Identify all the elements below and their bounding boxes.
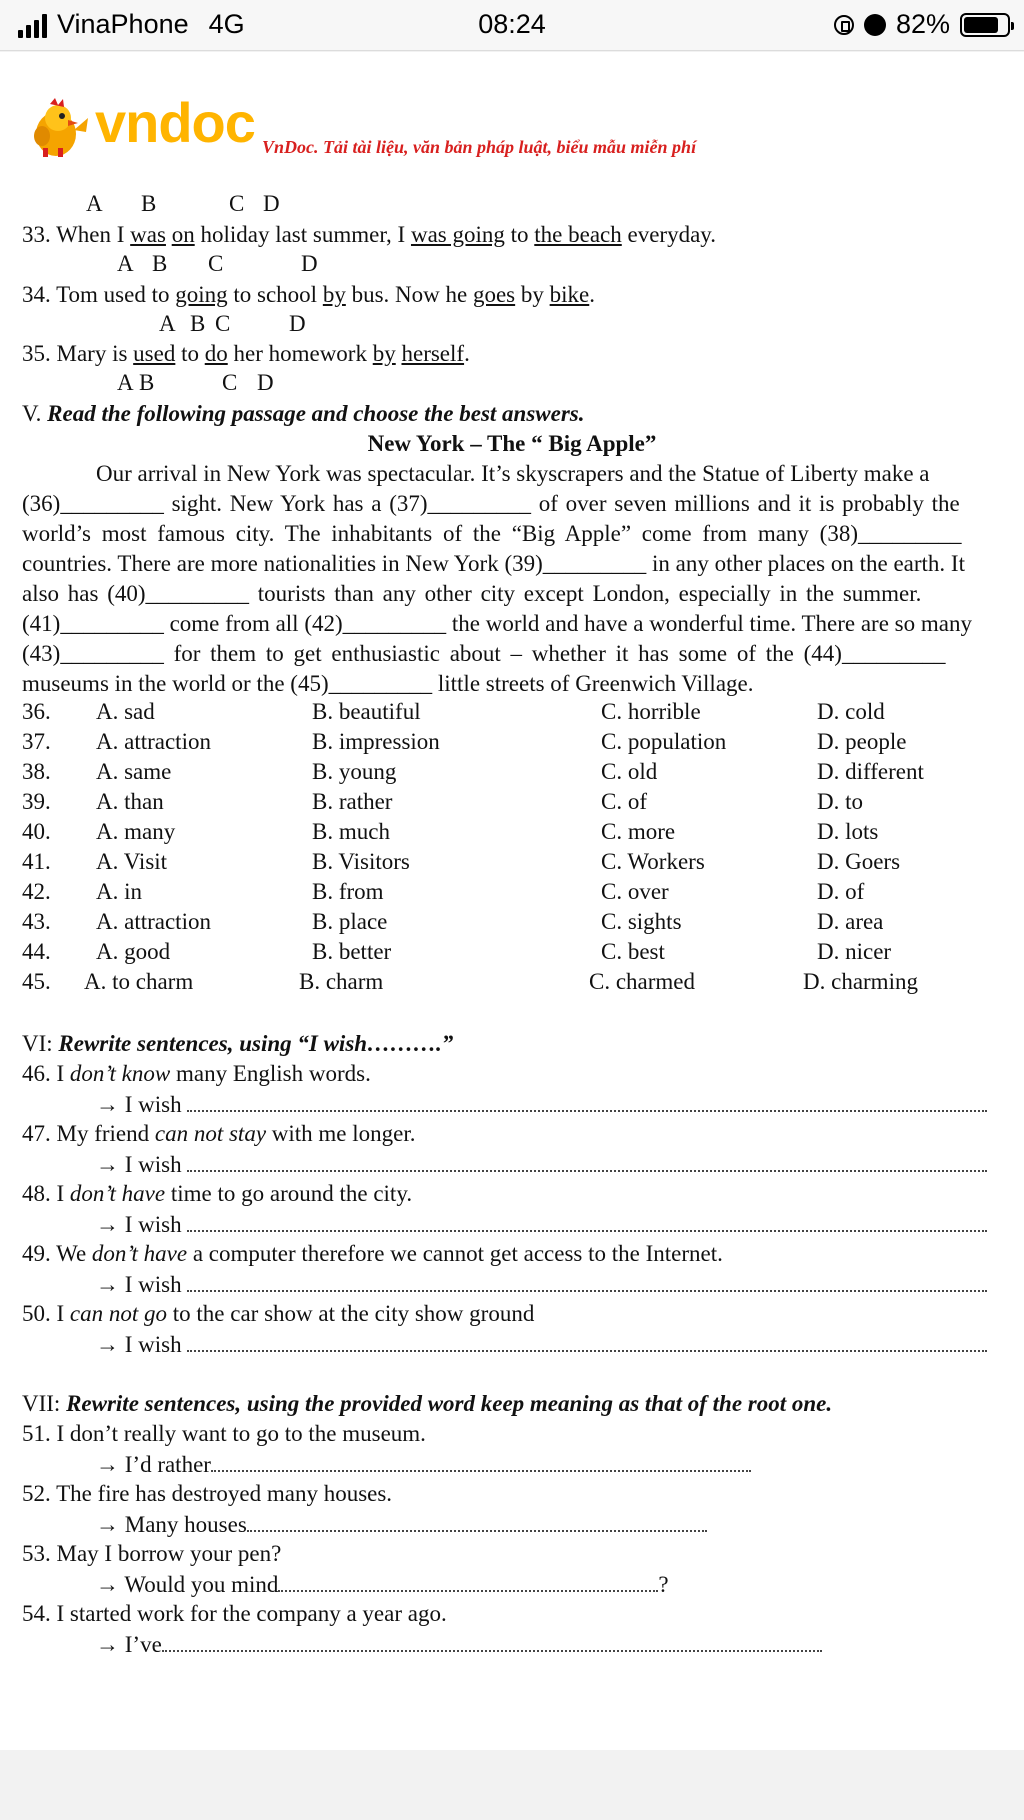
mc-option-a[interactable]: A. good xyxy=(96,939,171,964)
mc-option-c[interactable]: C. charmed xyxy=(589,969,696,994)
option-letter: C xyxy=(229,191,245,216)
passage-line: world’s most famous city. The inhabitants of the “Big Apple” come from many (38)_________ xyxy=(22,521,962,546)
mc-option-b[interactable]: B. better xyxy=(312,939,392,964)
mc-option-b[interactable]: B. much xyxy=(312,819,390,844)
rewrite-question: 53. May I borrow your pen? xyxy=(22,1541,282,1566)
section-6-heading: VI: Rewrite sentences, using “I wish……….” xyxy=(22,1031,454,1056)
wish-answer-line[interactable]: → I wish xyxy=(96,1150,987,1179)
mc-option-c[interactable]: C. old xyxy=(601,759,658,784)
vndoc-logo[interactable]: vndoc xyxy=(95,91,255,154)
mc-option-a[interactable]: A. many xyxy=(96,819,176,844)
rewrite-question: 54. I started work for the company a year ago. xyxy=(22,1601,447,1626)
option-letter: A xyxy=(86,191,103,216)
mc-option-d[interactable]: D. nicer xyxy=(817,939,892,964)
rewrite-answer-line[interactable]: → Many houses xyxy=(96,1510,707,1539)
mc-question-number: 41. xyxy=(22,849,51,874)
option-letter: B xyxy=(139,370,155,395)
mc-question-number: 36. xyxy=(22,699,51,724)
mc-question-number: 37. xyxy=(22,729,51,754)
option-letter: B xyxy=(141,191,157,216)
rewrite-answer-line[interactable]: → I’d rather xyxy=(96,1450,751,1479)
option-letter: A xyxy=(117,251,134,276)
mc-option-a[interactable]: A. than xyxy=(96,789,164,814)
mc-question-number: 38. xyxy=(22,759,51,784)
mc-option-a[interactable]: A. Visit xyxy=(96,849,168,874)
option-letter: D xyxy=(263,191,280,216)
mc-option-d[interactable]: D. to xyxy=(817,789,863,814)
mc-option-c[interactable]: C. population xyxy=(601,729,727,754)
rewrite-question: 52. The fire has destroyed many houses. xyxy=(22,1481,393,1506)
mc-option-a[interactable]: A. in xyxy=(96,879,142,904)
network-type: 4G xyxy=(208,9,245,39)
mc-option-b[interactable]: B. charm xyxy=(299,969,384,994)
mc-question-number: 39. xyxy=(22,789,51,814)
question-33: 33. When I was on holiday last summer, I was going to the beach everyday. xyxy=(22,222,717,247)
rewrite-answer-line[interactable]: → Would you mind ? xyxy=(96,1572,669,1597)
mc-question-number: 42. xyxy=(22,879,51,904)
mc-option-d[interactable]: D. lots xyxy=(817,819,879,844)
mc-option-c[interactable]: C. Workers xyxy=(601,849,705,874)
mc-option-c[interactable]: C. horrible xyxy=(601,699,701,724)
battery-percent: 82% xyxy=(895,9,950,39)
mc-option-d[interactable]: D. area xyxy=(817,909,884,934)
passage-title: New York – The “ Big Apple” xyxy=(367,431,657,456)
mc-question-number: 44. xyxy=(22,939,51,964)
passage-line: (43)_________ for them to get enthusiastic about – whether it has some of the (44)_________ xyxy=(22,641,946,666)
mc-option-d[interactable]: D. of xyxy=(817,879,865,904)
mc-option-c[interactable]: C. best xyxy=(601,939,665,964)
wish-question: 50. I can not go to the car show at the city show ground xyxy=(22,1301,535,1326)
passage-line: (36)_________ sight. New York has a (37)_________ of over seven millions and it is probably the xyxy=(22,491,960,516)
question-35: 35. Mary is used to do her homework by herself. xyxy=(22,341,470,366)
wish-answer-line[interactable]: → I wish xyxy=(96,1210,987,1239)
mc-question-number: 43. xyxy=(22,909,51,934)
mc-question-number: 40. xyxy=(22,819,51,844)
option-letter: C xyxy=(222,370,238,395)
mc-option-a[interactable]: A. attraction xyxy=(96,909,211,934)
wish-answer-line[interactable]: → I wish xyxy=(96,1270,987,1299)
passage-line: (41)_________ come from all (42)_________ the world and have a wonderful time. There are so many xyxy=(22,611,972,636)
mc-question-number: 45. xyxy=(22,969,51,994)
option-letter: B xyxy=(190,311,206,336)
option-letter: C xyxy=(215,311,231,336)
mc-option-b[interactable]: B. young xyxy=(312,759,397,784)
mc-option-d[interactable]: D. Goers xyxy=(817,849,901,874)
wish-question: 48. I don’t have time to go around the city. xyxy=(22,1181,413,1206)
section-5-heading: V. Read the following passage and choose the best answers. xyxy=(22,401,585,426)
passage-line: Our arrival in New York was spectacular. It’s skyscrapers and the Statue of Liberty make a xyxy=(96,461,930,486)
option-letter: A xyxy=(159,311,176,336)
mc-option-b[interactable]: B. impression xyxy=(312,729,440,754)
option-letter: D xyxy=(257,370,274,395)
carrier-name: VinaPhone xyxy=(57,9,189,39)
option-letter: C xyxy=(208,251,224,276)
option-letter: B xyxy=(152,251,168,276)
wish-answer-line[interactable]: → I wish xyxy=(96,1330,987,1359)
mc-option-c[interactable]: C. of xyxy=(601,789,647,814)
mc-option-b[interactable]: B. place xyxy=(312,909,388,934)
wish-answer-line[interactable]: → I wish xyxy=(96,1090,987,1119)
mc-option-b[interactable]: B. rather xyxy=(312,789,393,814)
rewrite-answer-line[interactable]: → I’ve xyxy=(96,1630,822,1659)
section-7-heading: VII: Rewrite sentences, using the provided word keep meaning as that of the root one. xyxy=(22,1391,833,1416)
passage-line: museums in the world or the (45)_________ little streets of Greenwich Village. xyxy=(22,671,754,696)
mc-option-b[interactable]: B. beautiful xyxy=(312,699,421,724)
mc-option-b[interactable]: B. Visitors xyxy=(312,849,410,874)
passage-line: also has (40)_________ tourists than any other city except London, especially in the summer. xyxy=(22,581,922,606)
mc-option-d[interactable]: D. cold xyxy=(817,699,885,724)
mc-option-a[interactable]: A. attraction xyxy=(96,729,211,754)
wish-question: 46. I don’t know many English words. xyxy=(22,1061,371,1086)
mc-option-a[interactable]: A. to charm xyxy=(84,969,194,994)
option-letter: D xyxy=(289,311,306,336)
mc-option-c[interactable]: C. sights xyxy=(601,909,682,934)
option-letter: A xyxy=(117,370,134,395)
site-tagline: VnDoc. Tải tài liệu, văn bản pháp luật, biểu mẫu miễn phí xyxy=(262,137,697,157)
mc-option-d[interactable]: D. people xyxy=(817,729,907,754)
clock: 08:24 xyxy=(478,9,546,39)
mc-option-d[interactable]: D. different xyxy=(817,759,924,784)
wish-question: 49. We don’t have a computer therefore we cannot get access to the Internet. xyxy=(22,1241,723,1266)
mc-option-b[interactable]: B. from xyxy=(312,879,384,904)
mc-option-c[interactable]: C. more xyxy=(601,819,676,844)
mc-option-c[interactable]: C. over xyxy=(601,879,669,904)
mc-option-a[interactable]: A. same xyxy=(96,759,172,784)
passage-line: countries. There are more nationalities in New York (39)_________ in any other places on the earth. It xyxy=(22,551,965,576)
question-34: 34. Tom used to going to school by bus. Now he goes by bike. xyxy=(22,282,595,307)
option-letter: D xyxy=(301,251,318,276)
mc-option-d[interactable]: D. charming xyxy=(803,969,918,994)
mc-option-a[interactable]: A. sad xyxy=(96,699,155,724)
wish-question: 47. My friend can not stay with me longer. xyxy=(22,1121,416,1146)
rewrite-question: 51. I don’t really want to go to the museum. xyxy=(22,1421,426,1446)
